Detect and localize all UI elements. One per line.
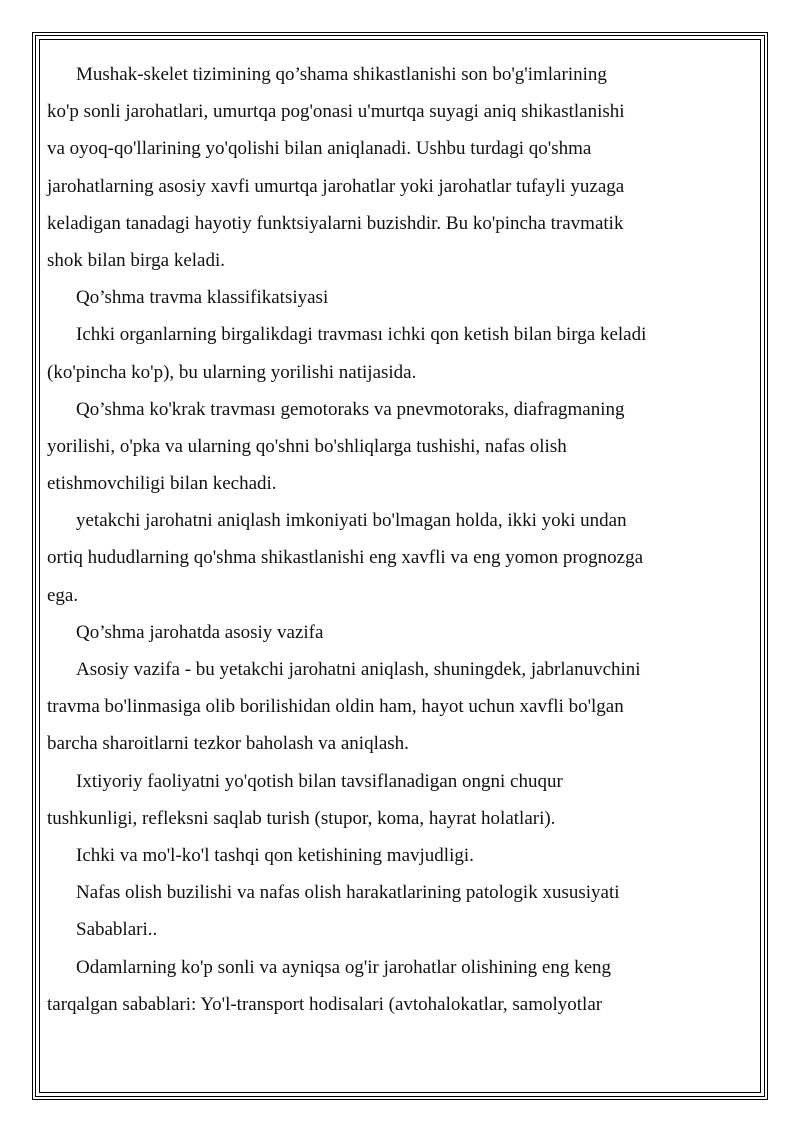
text-line: Qo’shma ko'krak travması gemotoraks va pnevmotoraks, diafragmaning <box>76 398 625 420</box>
text-line: shok bilan birga keladi. <box>47 249 226 271</box>
text-line: va oyoq-qo'llarining yo'qolishi bilan aniqlanadi. Ushbu turdagi qo'shma <box>47 138 592 160</box>
text-line: Ichki va mo'l-ko'l tashqi qon ketishining mavjudligi. <box>76 844 474 866</box>
text-line: Mushak-skelet tizimining qo’shama shikastlanishi son bo'g'imlarining <box>76 64 607 85</box>
text-line: Nafas olish buzilishi va nafas olish harakatlarining patologik xususiyati <box>76 882 620 904</box>
text-line: tarqalgan sabablari: Yo'l-transport hodisalari (avtohalokatlar, samolyotlar <box>47 993 603 1015</box>
document-body <box>47 56 737 1023</box>
text-line: etishmovchiligi bilan kechadi. <box>47 473 277 495</box>
text-line: jarohatlarning asosiy xavfi umurtqa jarohatlar yoki jarohatlar tufayli yuzaga <box>47 175 625 197</box>
text-line: Sabablari.. <box>76 919 158 941</box>
text-line: ega. <box>47 584 79 606</box>
text-line: Odamlarning ko'p sonli va ayniqsa og'ir jarohatlar olishining eng keng <box>76 956 612 978</box>
text-line: travma bo'linmasiga olib borilishidan oldin ham, hayot uchun xavfli bo'lgan <box>47 696 624 718</box>
text-line: Qo’shma jarohatda asosiy vazifa <box>76 621 324 643</box>
text-line: Asosiy vazifa - bu yetakchi jarohatni aniqlash, shuningdek, jabrlanuvchini <box>76 659 641 680</box>
text-line: tushkunligi, refleksni saqlab turish (stupor, koma, hayrat holatlari). <box>47 807 556 829</box>
text-line: (ko'pincha ko'p), bu ularning yorilishi natijasida. <box>47 361 417 383</box>
text-line: keladigan tanadagi hayotiy funktsiyalarni buzishdir. Bu ko'pincha travmatik <box>47 212 624 234</box>
text-line: Qo’shma travma klassifikatsiyasi <box>76 287 329 309</box>
text-line: barcha sharoitlarni tezkor baholash va aniqlash. <box>47 733 409 755</box>
text-line: yorilishi, o'pka va ularning qo'shni bo'shliqlarga tushishi, nafas olish <box>47 435 567 457</box>
text-line: yetakchi jarohatni aniqlash imkoniyati bo'lmagan holda, ikki yoki undan <box>76 510 627 532</box>
text-line: ortiq hududlarning qo'shma shikastlanishi eng xavfli va eng yomon prognozga <box>47 547 644 569</box>
text-line: Ichki organlarning birgalikdagi travması ichki qon ketish bilan birga keladi <box>76 324 647 346</box>
text-line: Ixtiyoriy faoliyatni yo'qotish bilan tavsiflanadigan ongni chuqur <box>76 770 563 792</box>
text-line: ko'p sonli jarohatlari, umurtqa pog'onasi u'murtqa suyagi aniq shikastlanishi <box>47 101 625 123</box>
